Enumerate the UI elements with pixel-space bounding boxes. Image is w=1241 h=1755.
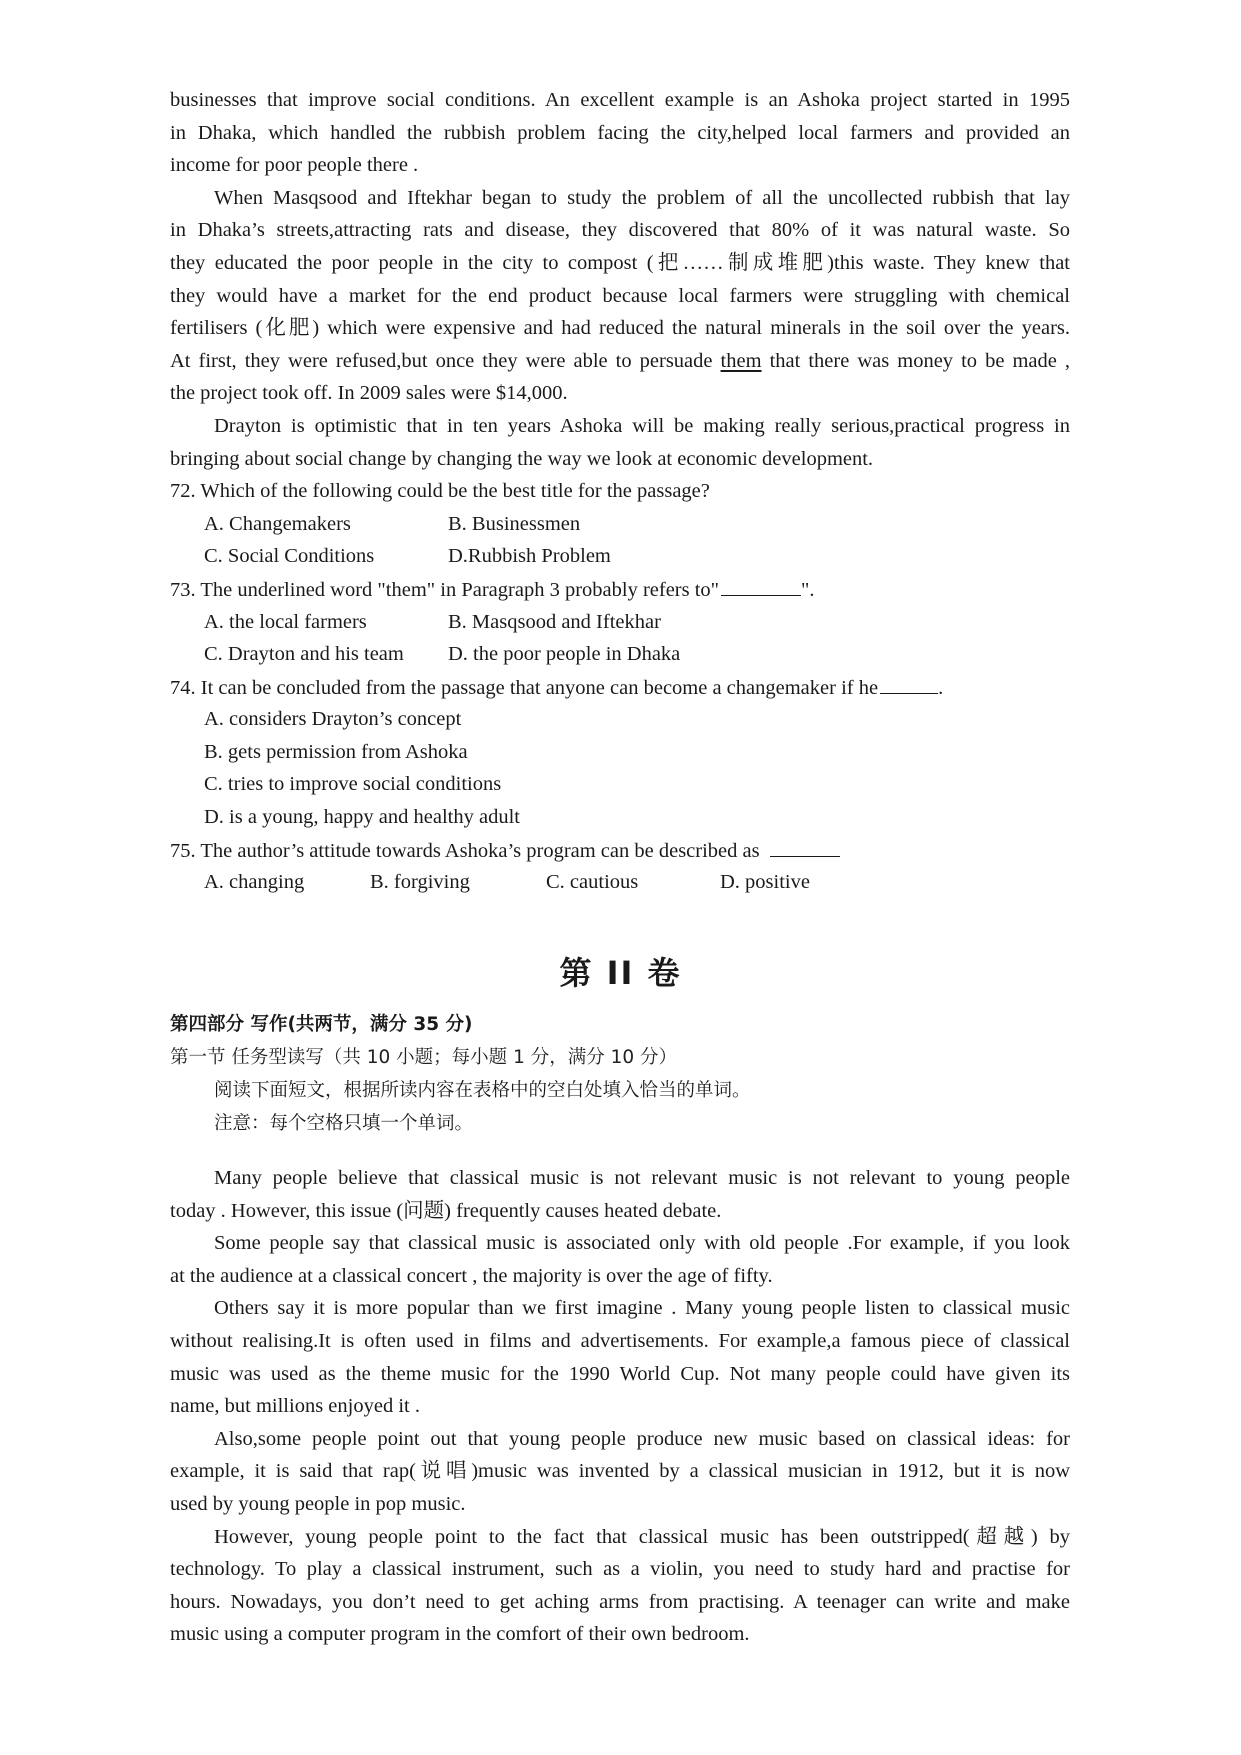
passage-line: today . However, this issue (问题) frequently causes heated debate. bbox=[170, 1199, 722, 1222]
passage-line: Drayton is optimistic that in ten years Ashoka will be making really serious,practical progress in bbox=[214, 414, 1070, 437]
passage-line-underlined: At first, they were refused,but once they were able to persuade them that there was money to be made , bbox=[170, 349, 1071, 372]
passage-line: Many people believe that classical music is not relevant music is not relevant to young people bbox=[214, 1167, 1070, 1189]
q74-option-d: D. is a young, happy and healthy adult bbox=[204, 806, 520, 829]
writing-section-header bbox=[170, 1008, 1070, 1140]
passage-line: music using a computer program in the comfort of their own bedroom. bbox=[170, 1623, 750, 1646]
q75-option-d: D. positive bbox=[720, 871, 810, 894]
question-72-stem: 72. Which of the following could be the best title for the passage? bbox=[170, 480, 710, 503]
q73-option-a: A. the local farmers bbox=[204, 610, 367, 633]
passage-line: hours. Nowadays, you don’t need to get aching arms from practising. A teenager can write and make bbox=[170, 1590, 1070, 1613]
passage-line: income for poor people there . bbox=[170, 154, 419, 177]
section-one-heading: 第一节 任务型读写（共 10 小题；每小题 1 分，满分 10 分） bbox=[170, 1047, 678, 1068]
passage-line: businesses that improve social conditions. An excellent example is an Ashoka project started in 1995 bbox=[170, 89, 1070, 111]
passage-line: fertilisers (化肥) which were expensive and had reduced the natural minerals in the soil over the years. bbox=[170, 317, 1070, 340]
passage-line: in Dhaka, which handled the rubbish problem facing the city,helped local farmers and provided an bbox=[170, 121, 1070, 144]
passage-line: in Dhaka’s streets,attracting rats and disease, they discovered that 80% of it was natural waste. So bbox=[170, 219, 1070, 242]
answer-blank bbox=[770, 834, 840, 857]
passage-line: However, young people point to the fact that classical music has been outstripped(超越) by bbox=[214, 1525, 1070, 1548]
passage-line: technology. To play a classical instrument, such as a violin, you need to study hard and practise for bbox=[170, 1558, 1070, 1581]
q74-option-c: C. tries to improve social conditions bbox=[204, 773, 502, 796]
q75-option-b: B. forgiving bbox=[370, 871, 470, 894]
passage-line: bringing about social change by changing the way we look at economic development. bbox=[170, 447, 874, 470]
q75-option-a: A. changing bbox=[204, 871, 305, 894]
underlined-word-them: them bbox=[720, 349, 762, 372]
question-73-stem: 73. The underlined word "them" in Paragraph 3 probably refers to" ". bbox=[170, 573, 1070, 606]
volume-title: 第 II 卷 bbox=[559, 954, 682, 992]
part-four-heading: 第四部分 写作(共两节，满分 35 分) bbox=[170, 1014, 473, 1035]
passage-two bbox=[170, 1162, 1070, 1651]
answer-blank bbox=[880, 671, 938, 694]
note-line: 注意：每个空格只填一个单词。 bbox=[214, 1113, 474, 1134]
passage-one-lines-after bbox=[170, 377, 1070, 475]
q72-option-c: C. Social Conditions bbox=[204, 545, 375, 568]
passage-line: without realising.It is often used in films and advertisements. For example,a famous piece of classical bbox=[170, 1329, 1070, 1352]
question-73-options-row2 bbox=[170, 638, 1070, 671]
passage-line: the project took off. In 2009 sales were $14,000. bbox=[170, 382, 568, 405]
passage-line: When Masqsood and Iftekhar began to study the problem of all the uncollected rubbish that lay bbox=[214, 186, 1070, 209]
passage-line: music was used as the theme music for the 1990 World Cup. Not many people could have given its bbox=[170, 1362, 1070, 1385]
q72-option-d: D.Rubbish Problem bbox=[448, 545, 611, 568]
passage-line: used by young people in pop music. bbox=[170, 1492, 466, 1515]
passage-line: at the audience at a classical concert , the majority is over the age of fifty. bbox=[170, 1264, 773, 1287]
question-75-options bbox=[170, 866, 1070, 899]
passage-line: name, but millions enjoyed it . bbox=[170, 1395, 420, 1418]
passage-one-lines bbox=[170, 84, 1070, 345]
question-74-stem: 74. It can be concluded from the passage that anyone can become a changemaker if he . bbox=[170, 671, 1070, 704]
passage-line: Also,some people point out that young people produce new music based on classical ideas: for bbox=[214, 1427, 1070, 1450]
q72-option-b: B. Businessmen bbox=[448, 512, 581, 535]
q73-option-b: B. Masqsood and Iftekhar bbox=[448, 610, 661, 633]
instruction-line: 阅读下面短文，根据所读内容在表格中的空白处填入恰当的单词。 bbox=[214, 1080, 751, 1101]
passage-line: Some people say that classical music is associated only with old people .For example, if you look bbox=[214, 1232, 1070, 1255]
passage-one bbox=[170, 84, 1070, 899]
q73-option-c: C. Drayton and his team bbox=[204, 643, 404, 666]
q73-option-d: D. the poor people in Dhaka bbox=[448, 643, 681, 666]
q75-option-c: C. cautious bbox=[546, 871, 639, 894]
question-73-options-row1 bbox=[170, 606, 1070, 639]
answer-blank bbox=[721, 573, 801, 596]
question-72-options-row1 bbox=[170, 508, 1070, 541]
question-75-stem: 75. The author’s attitude towards Ashoka’s program can be described as bbox=[170, 834, 1070, 867]
passage-line: Others say it is more popular than we first imagine . Many young people listen to classical music bbox=[214, 1297, 1070, 1320]
passage-line: they would have a market for the end product because local farmers were struggling with chemical bbox=[170, 284, 1070, 307]
q72-option-a: A. Changemakers bbox=[204, 512, 351, 535]
passage-two-lines bbox=[170, 1162, 1070, 1651]
question-72-options-row2 bbox=[170, 540, 1070, 573]
passage-line: they educated the poor people in the city to compost (把……制成堆肥)this waste. They knew that bbox=[170, 251, 1070, 274]
q74-option-b: B. gets permission from Ashoka bbox=[204, 740, 468, 763]
passage-line: example, it is said that rap(说唱)music was invented by a classical musician in 1912, but it is now bbox=[170, 1460, 1070, 1483]
q74-option-a: A. considers Drayton’s concept bbox=[204, 708, 462, 731]
